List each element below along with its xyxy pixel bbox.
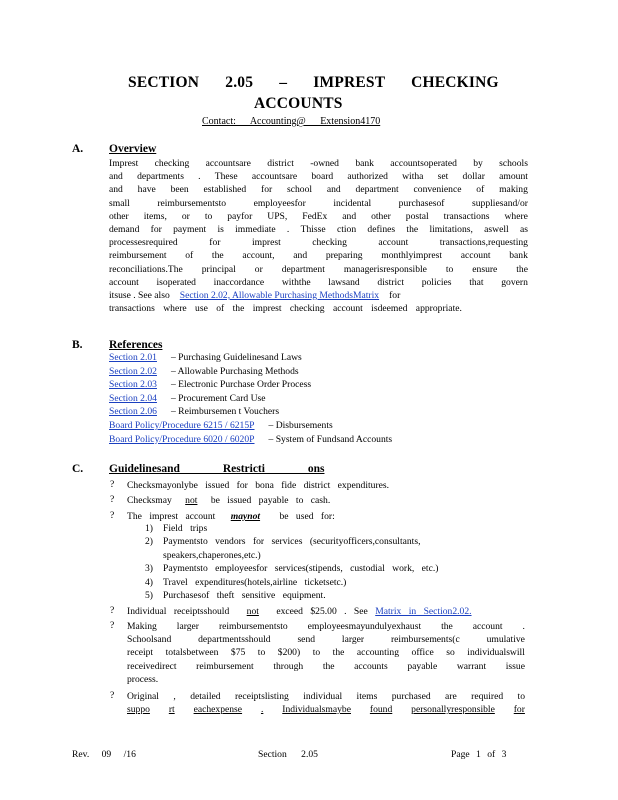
matrix-section-2-02-link[interactable]: Matrix in Section2.02. [375,606,472,617]
word: lawsand [328,276,360,288]
word: accountsare [251,171,298,183]
word: immediate [235,223,276,235]
word: receiptslisting [234,691,289,702]
overview-line-text: transactions where use of the imprest checking account isdeemed appropriate. [109,303,462,315]
word: accounting [356,647,400,659]
numbered-item [145,550,438,563]
bullet-text: be issued payable to cash. [210,495,331,506]
word: isoperated [156,276,196,288]
reference-text: – Disbursements [268,419,333,431]
word: reimbursementsto [218,621,288,632]
reference-item [109,420,392,434]
overview-line [109,183,528,196]
word: aswell [484,223,509,235]
word: the [406,223,419,235]
word: account [460,250,491,262]
word: for [209,237,221,249]
word: Thisse [300,223,326,235]
word: have [137,184,156,196]
reference-item [109,393,392,407]
emphasis-not: not [246,606,259,617]
word: postal [405,210,429,222]
word: withthe [281,276,311,288]
word: convenience [413,184,462,196]
word: policies [421,276,452,288]
overview-line-text: itsuse . See also [109,289,170,301]
word: umulative [486,634,525,646]
word: reconciliations.The [109,263,183,275]
word: department [355,184,399,196]
word: other [109,210,129,222]
bullet-line [127,673,525,686]
word: department [281,263,325,275]
page-title-line1: SECTION 2.05 – IMPREST CHECKING [128,74,499,91]
word: payable [407,660,438,672]
word: These [214,171,238,183]
bullet-text: Individual receiptsshould [127,606,230,617]
reference-link[interactable]: Section 2.01 [109,352,157,363]
bullet-text: exceed $25.00 . See [276,606,368,617]
word: to [257,647,266,659]
word: processesrequired [109,237,178,249]
word: the [322,660,335,672]
word: . [260,704,264,716]
reference-text: – Allowable Purchasing Methods [170,365,299,377]
bullet-text: The imprest account [127,511,216,522]
word: authorized [347,171,388,183]
word: receipt [127,647,154,659]
guideline-bullet-5 [127,620,525,686]
word: incidental [333,197,372,209]
word: of [476,184,485,196]
reference-text: – Procurement Card Use [170,392,266,404]
word: and [326,184,341,196]
word: receivedirect [127,660,177,672]
word: purchased [391,691,431,702]
word: accountsare [205,158,251,169]
item-text: Purchasesof theft sensitive equipment. [163,589,326,601]
footer-section: Section 2.05 [258,749,318,760]
word: departmentsshould [198,634,271,646]
word: employeesfor [253,197,306,209]
bullet-icon: ? [110,690,115,701]
word: ensure [472,263,498,275]
word: checking [154,158,190,169]
word: by [473,158,483,169]
bullet-line [127,646,525,659]
word: employeesmayundulyexhaust [307,621,422,632]
guideline-bullet-6 [127,690,525,716]
word: eachexpense [193,704,243,716]
bullet-line [127,620,525,633]
word: bank [355,158,374,169]
word: been [170,184,189,196]
word: account [472,621,503,632]
word: individual [303,691,343,702]
bullet-icon: ? [110,494,115,505]
reference-item [109,366,392,380]
word: monthlyimprest [381,250,443,262]
item-number: 4) [145,576,153,588]
word: to [517,691,525,702]
word: govern [501,276,528,288]
guideline-bullet-3 [127,510,335,523]
word: to [204,210,213,222]
word: is [217,223,224,235]
item-number: 2) [145,536,153,548]
overview-paragraph [109,157,528,315]
bullet-line [127,660,525,673]
word: through [273,660,304,672]
word: accountsoperated [390,158,457,169]
word: detailed [190,691,221,702]
word: for [150,223,162,235]
word: are [445,691,457,702]
reference-item [109,352,392,366]
section-c-heading: Guidelinesand Restricti ons [109,463,325,475]
guideline-bullet-4 [127,605,472,618]
word: send [297,634,316,646]
word: so [446,647,455,659]
section-b-letter: B. [72,339,83,351]
word: . [286,223,290,235]
word: accounts [354,660,388,672]
word: transactions [443,210,490,222]
footer-revision: Rev. 09 /16 [72,749,136,760]
reference-link[interactable]: Section 2.04 [109,392,157,404]
references-list [109,352,392,447]
word: reimbursementsto [157,197,227,209]
word: account, [242,250,275,262]
word: and [293,250,308,262]
word: principal [201,263,236,275]
word: the [332,647,345,659]
word: where [504,210,528,222]
word: preparing [325,250,363,262]
word: imprest [251,237,281,249]
word: demand [109,223,140,235]
word: defines [367,223,396,235]
word: Individualsmaybe [282,704,351,716]
word: reimbursement [109,250,167,262]
word: larger [176,621,199,632]
word: schools [499,158,528,169]
word: or [181,210,190,222]
reference-link[interactable]: Board Policy/Procedure 6215 / 6215P [109,419,255,431]
word: Schoolsand [127,634,172,646]
word: district [267,158,294,169]
item-number: 1) [145,523,153,534]
overview-line [109,210,528,223]
word: of [185,250,194,262]
section-a-heading: Overview [109,143,157,155]
overview-line [109,157,528,170]
emphasis-may-not: maynot [230,511,261,522]
word: other [371,210,391,222]
section-a-letter: A. [72,143,84,155]
word: or [254,263,263,275]
bullet-icon: ? [110,605,115,616]
numbered-item [145,536,438,549]
bullet-icon: ? [110,620,115,631]
section-c-letter: C. [72,463,84,475]
word: departments [137,171,184,183]
reference-text: – System of Fundsand Accounts [268,433,393,445]
numbered-item [145,563,438,576]
word: items [356,691,378,702]
word: managerisresponsible [343,263,427,275]
word: set [437,171,449,183]
word: inaccordance [213,276,265,288]
reference-text: – Electronic Purchase Order Process [170,379,312,391]
item-number: 3) [145,563,153,575]
bullet-text: Checksmay [127,495,172,506]
word: individualswill [467,647,525,659]
word: rt [168,704,175,716]
overview-line [109,197,528,210]
word: purchasesof [398,197,445,209]
reference-link[interactable]: Section 2.06 [109,406,157,418]
guideline-bullet-2 [127,494,330,507]
word: -owned [310,158,339,169]
reference-text: – Reimbursemen t Vouchers [170,406,280,418]
word: account [378,237,409,249]
word: school [287,184,313,196]
overview-line [109,289,528,302]
word: board [311,171,334,183]
word: and [109,171,123,183]
item-text: speakers,chaperones,etc.) [163,549,261,561]
overview-line [109,223,528,236]
item-number: 5) [145,589,153,601]
word: the [211,250,224,262]
word: required [471,691,504,702]
reference-link[interactable]: Board Policy/Procedure 6020 / 6020P [109,433,255,445]
word: UPS, [267,210,288,222]
word: ction [336,223,357,235]
numbered-item [145,577,438,590]
word: the [441,621,453,632]
word: the [516,263,528,275]
word: amount [499,171,528,183]
word: that [469,276,484,288]
item-text: Travel expenditures(hotels,airline ticketsetc.) [163,576,347,588]
word: issue [505,660,525,672]
word: reimbursement [196,660,254,672]
word: transactions,requesting [439,237,528,249]
word: , [173,691,176,702]
word: as [519,223,528,235]
word: to [312,647,321,659]
overview-line [109,170,528,183]
item-text: Paymentsto vendors for services (securityofficers,consultants, [163,536,421,548]
word: Making [127,621,157,632]
word: to [445,263,454,275]
word: Imprest [109,158,139,169]
word: reimbursements(c [390,634,460,646]
item-text: Paymentsto employeesfor services(stipends, custodial work, etc.) [163,563,439,575]
bullet-text: be used for: [279,511,335,522]
bullet-icon: ? [110,479,115,490]
reference-item [109,406,392,420]
section-b-heading: References [109,339,163,351]
word: . [198,171,201,183]
word: Original [127,691,159,702]
guideline-bullet-1: Checksmayonlybe issued for bona fide district expenditures. [127,480,390,491]
word: $75 [230,647,246,659]
word: dollar [462,171,485,183]
word: for [513,704,525,716]
bullet-text: process. [127,673,159,685]
bullet-line [127,633,525,646]
reference-item [109,434,392,448]
word: small [109,197,130,209]
word: and [342,210,357,222]
overview-line [109,263,528,276]
word: personallyresponsible [411,704,495,716]
word: totalsbetween [165,647,219,659]
contact-line: Contact: Accounting@ Extension4170 [202,116,381,127]
word: limitations, [429,223,473,235]
word: found [369,704,393,716]
footer-page-number: Page 1 of 3 [451,749,507,760]
word: larger [341,634,365,646]
word: district [377,276,405,288]
bullet-icon: ? [110,510,115,521]
word: and [109,184,123,196]
bullet-line [127,690,525,703]
reference-link[interactable]: Section 2.03 [109,379,157,391]
overview-line [109,276,528,289]
word: established [203,184,247,196]
numbered-item [145,590,438,603]
word: . [522,621,525,632]
word: witha [402,171,424,183]
item-text: Field trips [163,523,208,534]
word: warrant [456,660,487,672]
word: for [261,184,273,196]
section-2-02-matrix-link[interactable]: Section 2.02, Allowable Purchasing MethodsMatrix [179,289,380,301]
word: account [109,276,139,288]
page-title-line2: ACCOUNTS [254,95,343,112]
word: office [411,647,434,659]
overview-line-text: for [389,289,401,301]
excluded-uses-list [145,523,438,603]
word: payfor [227,210,253,222]
numbered-item [145,523,438,536]
word: suppo [127,704,150,716]
overview-line [109,249,528,262]
reference-link[interactable]: Section 2.02 [109,365,157,377]
word: making [499,184,528,196]
overview-line [109,302,528,315]
word: payment [173,223,207,235]
word: $200) [277,647,301,659]
reference-item [109,379,392,393]
bullet-line [127,703,525,716]
overview-line [109,236,528,249]
word: suppliesand/or [472,197,528,209]
word: FedEx [302,210,328,222]
reference-text: – Purchasing Guidelinesand Laws [170,352,302,363]
emphasis-not: not [185,495,198,506]
word: items, [143,210,167,222]
word: checking [312,237,347,249]
word: bank [509,250,528,262]
